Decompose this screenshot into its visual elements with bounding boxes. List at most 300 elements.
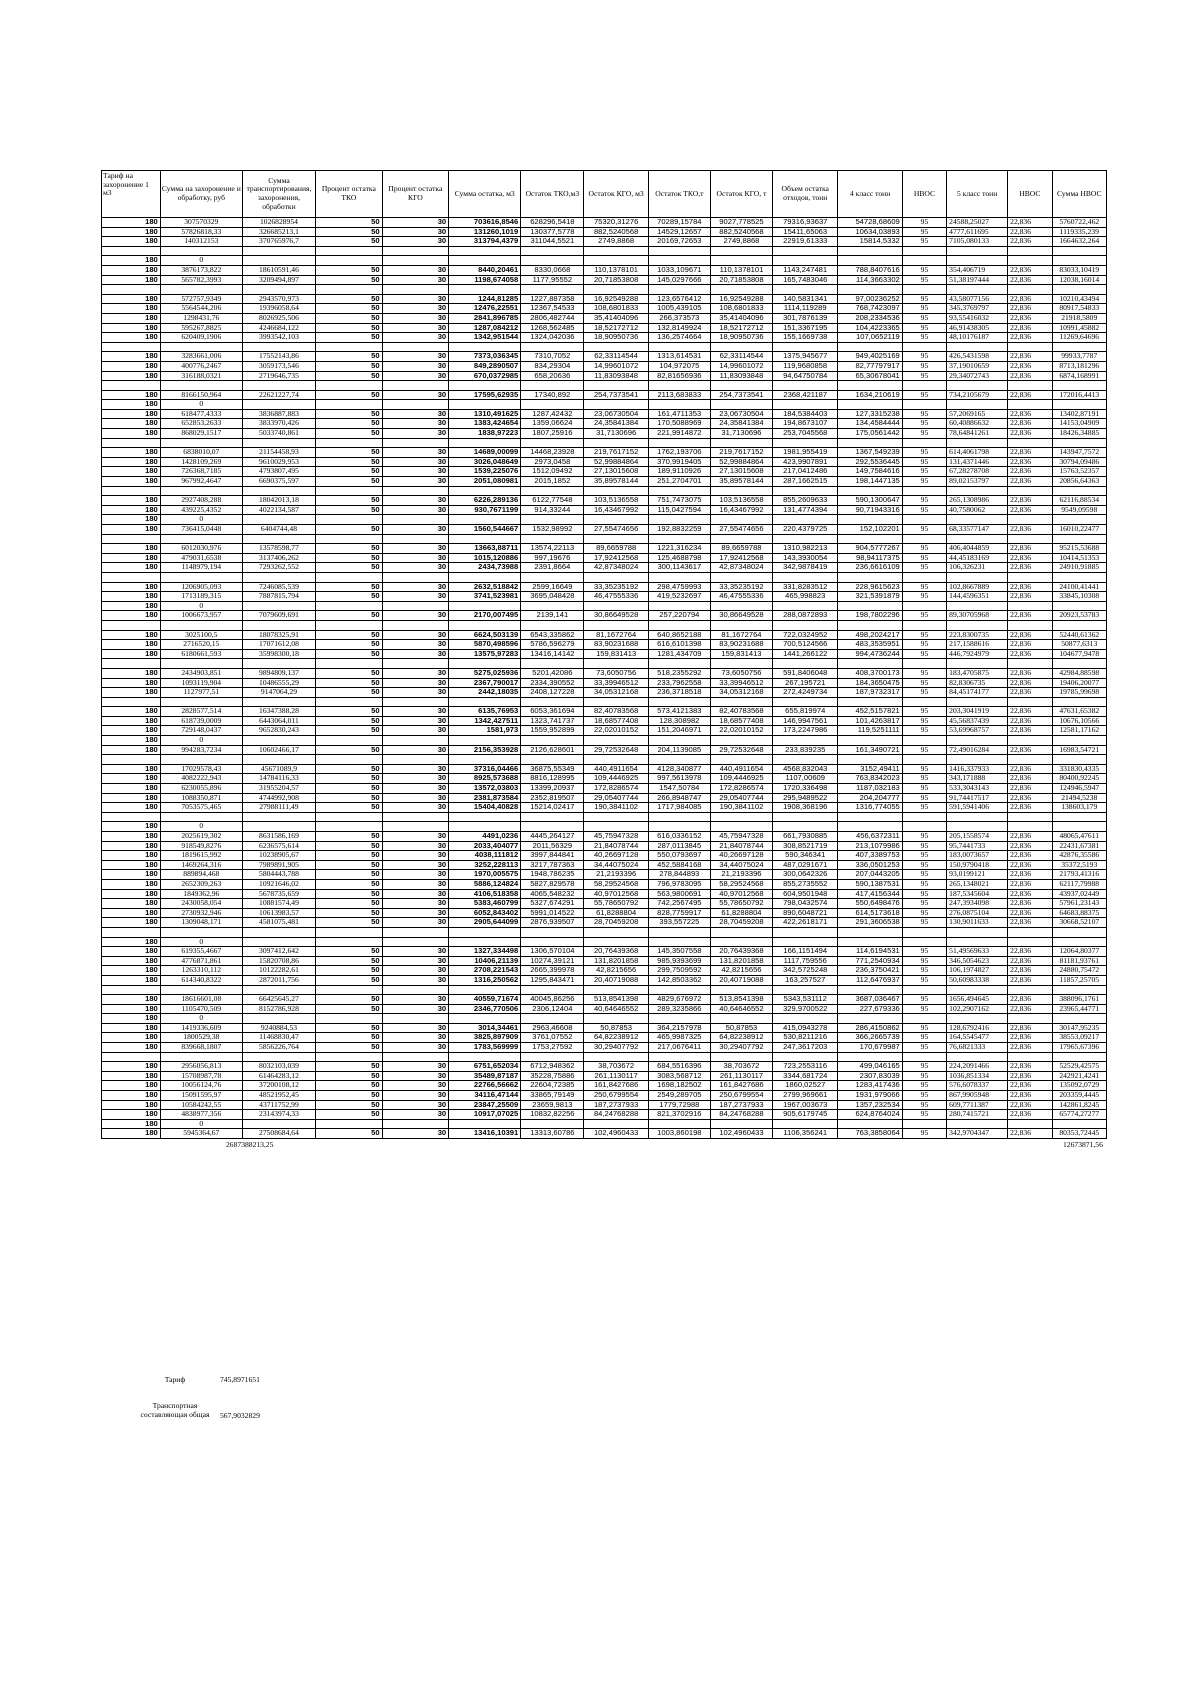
cell-nvos-4: 95 — [902, 879, 946, 889]
cell-pct-tko: 50 — [316, 1004, 383, 1014]
cell-rem-kgo-m3: 20,76439368 — [584, 947, 648, 957]
cell-class5: 354,406719 — [947, 265, 1008, 275]
cell-sum-nvos: 50877,6313 — [1052, 640, 1107, 650]
cell-remainder-volume: 4568,832043 — [773, 764, 838, 774]
cell-class5: 1036,851334 — [947, 1071, 1008, 1081]
cell-rem-kgo-t — [710, 620, 772, 630]
cell-class5: 45,56837439 — [947, 716, 1008, 726]
cell-remainder-volume: 267,195721 — [773, 678, 838, 688]
cell-class5: 342,9704347 — [947, 1129, 1008, 1139]
cell-nvos-4: 95 — [902, 966, 946, 976]
cell-nvos-4: 95 — [902, 1033, 946, 1043]
cell-nvos-4 — [902, 256, 946, 266]
cell-pct-kgo: 30 — [382, 352, 449, 362]
cell-pct-kgo: 30 — [382, 611, 449, 621]
cell-remainder-volume — [773, 736, 838, 746]
cell-sum-remainder — [449, 572, 521, 582]
cell-rem-tko-m3 — [521, 659, 584, 669]
cell-sum-remainder: 7373,036345 — [449, 352, 521, 362]
cell-nvos-5: 22,836 — [1008, 1043, 1052, 1053]
cell-class4: 65,30678041 — [838, 371, 902, 381]
table-row — [102, 313, 1107, 323]
cell-pct-tko — [316, 486, 383, 496]
cell-class4 — [838, 822, 902, 832]
cell-class5 — [947, 601, 1008, 611]
cell-rem-tko-t — [648, 620, 710, 630]
cell-sum-remainder: 1327,334498 — [449, 947, 521, 957]
cell-pct-kgo: 30 — [382, 851, 449, 861]
cell-sum-nvos: 12064,80377 — [1052, 947, 1107, 957]
cell-sum-disposal: 316188,0321 — [160, 371, 242, 381]
cell-pct-kgo — [382, 697, 449, 707]
cell-sum-remainder: 1015,120886 — [449, 553, 521, 563]
cell-nvos-4: 95 — [902, 784, 946, 794]
cell-rem-tko-t: 742,2567495 — [648, 899, 710, 909]
cell-sum-disposal — [160, 342, 242, 352]
cell-sum-nvos: 19785,99698 — [1052, 688, 1107, 698]
cell-rem-kgo-m3: 24,35841384 — [584, 419, 648, 429]
cell-sum-disposal: 572757,9349 — [160, 294, 242, 304]
cell-sum-nvos — [1052, 256, 1107, 266]
cell-rem-kgo-m3: 28,70459208 — [584, 918, 648, 928]
cell-rem-tko-t: 299,7509592 — [648, 966, 710, 976]
cell-class5: 93,55416032 — [947, 313, 1008, 323]
cell-rem-tko-m3 — [521, 755, 584, 765]
cell-class5: 1656,494645 — [947, 995, 1008, 1005]
cell-sum-disposal: 4082222,943 — [160, 774, 242, 784]
cell-tariff: 180 — [102, 409, 161, 419]
cell-nvos-4: 95 — [902, 649, 946, 659]
cell-sum-nvos: 124946,5947 — [1052, 784, 1107, 794]
cell-rem-kgo-t: 62,33114544 — [710, 352, 772, 362]
table-row — [102, 371, 1107, 381]
cell-nvos-4: 95 — [902, 275, 946, 285]
cell-nvos-5: 22,836 — [1008, 707, 1052, 717]
cell-sum-transport: 3209494,897 — [242, 275, 315, 285]
cell-class5 — [947, 812, 1008, 822]
cell-rem-kgo-m3: 42,8215656 — [584, 966, 648, 976]
cell-nvos-4 — [902, 937, 946, 947]
cell-pct-tko: 50 — [316, 918, 383, 928]
cell-pct-kgo: 30 — [382, 649, 449, 659]
cell-sum-nvos: 12038,16014 — [1052, 275, 1107, 285]
cell-sum-nvos: 62117,79988 — [1052, 879, 1107, 889]
cell-class4 — [838, 937, 902, 947]
cell-nvos-4: 95 — [902, 803, 946, 813]
cell-sum-transport — [242, 985, 315, 995]
cell-pct-kgo: 30 — [382, 678, 449, 688]
cell-pct-kgo: 30 — [382, 630, 449, 640]
cell-remainder-volume — [773, 601, 838, 611]
cell-nvos-5: 22,836 — [1008, 832, 1052, 842]
cell-rem-kgo-t: 73,6050756 — [710, 668, 772, 678]
cell-pct-kgo: 30 — [382, 707, 449, 717]
cell-class5: 280,7415721 — [947, 1110, 1008, 1120]
cell-pct-tko: 50 — [316, 1100, 383, 1110]
cell-remainder-volume — [773, 812, 838, 822]
cell-class4: 127,3315238 — [838, 409, 902, 419]
cell-sum-transport: 45671089,9 — [242, 764, 315, 774]
cell-pct-kgo: 30 — [382, 592, 449, 602]
cell-rem-tko-m3: 1512,09492 — [521, 467, 584, 477]
cell-sum-nvos: 8713,181296 — [1052, 361, 1107, 371]
cell-sum-transport: 18610591,46 — [242, 265, 315, 275]
cell-pct-kgo: 30 — [382, 237, 449, 247]
cell-tariff: 180 — [102, 592, 161, 602]
cell-rem-kgo-m3: 20,40719088 — [584, 975, 648, 985]
cell-rem-kgo-t: 103,5136558 — [710, 496, 772, 506]
cell-nvos-5: 22,836 — [1008, 1004, 1052, 1014]
cell-sum-remainder: 2434,73988 — [449, 563, 521, 573]
cell-pct-kgo — [382, 620, 449, 630]
cell-rem-tko-t: 298,4759993 — [648, 582, 710, 592]
cell-nvos-5 — [1008, 1014, 1052, 1024]
cell-class5: 183,0073657 — [947, 851, 1008, 861]
cell-nvos-5: 22,836 — [1008, 611, 1052, 621]
cell-pct-kgo: 30 — [382, 793, 449, 803]
cell-sum-nvos: 24100,41441 — [1052, 582, 1107, 592]
cell-sum-remainder: 1244,81285 — [449, 294, 521, 304]
cell-rem-kgo-t: 190,3841102 — [710, 803, 772, 813]
cell-pct-tko: 50 — [316, 995, 383, 1005]
cell-sum-transport: 10921646,02 — [242, 879, 315, 889]
cell-rem-tko-m3: 22604,72385 — [521, 1081, 584, 1091]
cell-class4 — [838, 534, 902, 544]
cell-rem-kgo-m3 — [584, 381, 648, 391]
cell-sum-transport: 27508684,64 — [242, 1129, 315, 1139]
cell-nvos-5: 22,836 — [1008, 390, 1052, 400]
cell-sum-remainder — [449, 620, 521, 630]
cell-sum-transport — [242, 1119, 315, 1129]
cell-nvos-4: 95 — [902, 1062, 946, 1072]
cell-sum-disposal — [160, 1052, 242, 1062]
cell-rem-kgo-t — [710, 659, 772, 669]
cell-rem-tko-m3: 2665,399978 — [521, 966, 584, 976]
cell-sum-remainder: 4038,111812 — [449, 851, 521, 861]
cell-pct-kgo: 30 — [382, 832, 449, 842]
cell-sum-nvos: 30668,52107 — [1052, 918, 1107, 928]
cell-pct-tko: 50 — [316, 237, 383, 247]
cell-sum-remainder: 1287,084212 — [449, 323, 521, 333]
total-transport-sum: 2687388213,25 — [226, 1140, 274, 1149]
cell-sum-disposal: 2430058,054 — [160, 899, 242, 909]
cell-sum-remainder: 930,7671199 — [449, 505, 521, 515]
cell-rem-tko-m3: 914,33244 — [521, 505, 584, 515]
cell-rem-kgo-t: 18,52172712 — [710, 323, 772, 333]
cell-rem-kgo-t: 30,86649528 — [710, 611, 772, 621]
cell-rem-tko-m3: 1532,98992 — [521, 525, 584, 535]
cell-rem-tko-t: 233,7962558 — [648, 678, 710, 688]
cell-sum-nvos: 48065,47611 — [1052, 832, 1107, 842]
cell-sum-nvos: 104677,9478 — [1052, 649, 1107, 659]
cell-tariff: 180 — [102, 649, 161, 659]
blank-row — [102, 659, 1107, 669]
cell-sum-transport: 9147064,29 — [242, 688, 315, 698]
cell-sum-transport — [242, 937, 315, 947]
cell-sum-disposal: 1849362,96 — [160, 889, 242, 899]
cell-sum-transport: 48521952,45 — [242, 1091, 315, 1101]
cell-rem-tko-m3 — [521, 515, 584, 525]
cell-pct-tko: 50 — [316, 745, 383, 755]
cell-sum-transport: 35998300,18 — [242, 649, 315, 659]
cell-rem-kgo-m3: 108,6801833 — [584, 304, 648, 314]
cell-class4: 763,8342023 — [838, 774, 902, 784]
cell-remainder-volume: 287,1662515 — [773, 477, 838, 487]
cell-pct-tko: 50 — [316, 1081, 383, 1091]
table-row — [102, 707, 1107, 717]
cell-pct-tko: 50 — [316, 726, 383, 736]
cell-nvos-5 — [1008, 822, 1052, 832]
cell-rem-kgo-m3: 34,44075024 — [584, 860, 648, 870]
cell-rem-kgo-t: 38,703672 — [710, 1062, 772, 1072]
cell-pct-tko — [316, 620, 383, 630]
cell-class4: 54728,68609 — [838, 218, 902, 228]
cell-nvos-4: 95 — [902, 227, 946, 237]
cell-rem-tko-m3: 1807,25916 — [521, 429, 584, 439]
cell-remainder-volume — [773, 659, 838, 669]
cell-nvos-4: 95 — [902, 457, 946, 467]
cell-nvos-4: 95 — [902, 304, 946, 314]
cell-rem-kgo-m3: 161,8427686 — [584, 1081, 648, 1091]
cell-sum-remainder — [449, 1052, 521, 1062]
cell-sum-remainder: 4106,518358 — [449, 889, 521, 899]
cell-nvos-4: 95 — [902, 371, 946, 381]
cell-remainder-volume: 163,257527 — [773, 975, 838, 985]
cell-sum-nvos — [1052, 822, 1107, 832]
cell-rem-kgo-t: 24,35841384 — [710, 419, 772, 429]
cell-nvos-4: 95 — [902, 726, 946, 736]
cell-nvos-4: 95 — [902, 333, 946, 343]
cell-rem-tko-t: 82,81656936 — [648, 371, 710, 381]
cell-sum-nvos: 6874,168991 — [1052, 371, 1107, 381]
cell-rem-kgo-t: 219,7617152 — [710, 448, 772, 458]
cell-remainder-volume — [773, 937, 838, 947]
cell-remainder-volume: 1143,247481 — [773, 265, 838, 275]
cell-rem-tko-t: 2113,683833 — [648, 390, 710, 400]
cell-pct-kgo — [382, 246, 449, 256]
cell-sum-nvos — [1052, 515, 1107, 525]
cell-remainder-volume: 331,8283512 — [773, 582, 838, 592]
cell-pct-tko: 50 — [316, 1062, 383, 1072]
cell-nvos-4: 95 — [902, 832, 946, 842]
cell-sum-transport: 18078325,91 — [242, 630, 315, 640]
cell-tariff: 180 — [102, 275, 161, 285]
blank-row — [102, 755, 1107, 765]
cell-rem-tko-t: 828,7759917 — [648, 908, 710, 918]
cell-sum-remainder — [449, 985, 521, 995]
cell-sum-disposal: 1105470,509 — [160, 1004, 242, 1014]
cell-pct-tko — [316, 438, 383, 448]
cell-nvos-4: 95 — [902, 889, 946, 899]
cell-remainder-volume: 301,7876139 — [773, 313, 838, 323]
blank-row — [102, 342, 1107, 352]
table-row — [102, 1119, 1107, 1129]
cell-class5: 60,40886632 — [947, 419, 1008, 429]
cell-pct-kgo — [382, 256, 449, 266]
table-row — [102, 227, 1107, 237]
blank-row — [102, 985, 1107, 995]
cell-sum-transport — [242, 246, 315, 256]
cell-sum-remainder: 1560,544667 — [449, 525, 521, 535]
cell-pct-tko: 50 — [316, 371, 383, 381]
cell-remainder-volume — [773, 1052, 838, 1062]
cell-nvos-5: 22,836 — [1008, 899, 1052, 909]
cell-sum-remainder: 13663,88711 — [449, 544, 521, 554]
cell-class4: 236,6616109 — [838, 563, 902, 573]
cell-rem-kgo-m3: 83,90231688 — [584, 640, 648, 650]
cell-rem-kgo-t: 35,89578144 — [710, 477, 772, 487]
cell-pct-kgo — [382, 927, 449, 937]
header-sum-nvos: Сумма НВОС — [1052, 171, 1107, 218]
cell-rem-tko-t — [648, 755, 710, 765]
cell-sum-disposal: 729148,0437 — [160, 726, 242, 736]
cell-nvos-4: 95 — [902, 918, 946, 928]
cell-sum-disposal: 1127977,51 — [160, 688, 242, 698]
table-row — [102, 1100, 1107, 1110]
cell-class4: 175,0561442 — [838, 429, 902, 439]
cell-class4: 119,5251111 — [838, 726, 902, 736]
cell-class4 — [838, 736, 902, 746]
cell-rem-tko-t: 751,7473075 — [648, 496, 710, 506]
cell-rem-tko-t — [648, 256, 710, 266]
blank-row — [102, 486, 1107, 496]
cell-nvos-5: 22,836 — [1008, 764, 1052, 774]
cell-class4: 15814,5332 — [838, 237, 902, 247]
cell-tariff: 180 — [102, 1033, 161, 1043]
cell-rem-tko-m3: 5991,014522 — [521, 908, 584, 918]
cell-rem-kgo-t: 20,40719088 — [710, 975, 772, 985]
cell-sum-disposal: 10584242,55 — [160, 1100, 242, 1110]
cell-tariff: 180 — [102, 908, 161, 918]
cell-rem-kgo-t: 45,75947328 — [710, 832, 772, 842]
cell-sum-transport: 2719646,735 — [242, 371, 315, 381]
cell-sum-transport: 10486555,29 — [242, 678, 315, 688]
cell-pct-kgo: 30 — [382, 419, 449, 429]
cell-nvos-4: 95 — [902, 409, 946, 419]
cell-sum-remainder: 2381,873584 — [449, 793, 521, 803]
cell-nvos-5 — [1008, 342, 1052, 352]
cell-nvos-4: 95 — [902, 361, 946, 371]
cell-pct-kgo: 30 — [382, 688, 449, 698]
cell-pct-tko: 50 — [316, 1023, 383, 1033]
cell-rem-tko-m3: 5327,674291 — [521, 899, 584, 909]
cell-nvos-5 — [1008, 572, 1052, 582]
cell-sum-disposal — [160, 620, 242, 630]
cell-sum-transport: 4744992,908 — [242, 793, 315, 803]
cell-sum-disposal — [160, 812, 242, 822]
cell-sum-remainder: 5870,498596 — [449, 640, 521, 650]
cell-rem-tko-t: 616,0336152 — [648, 832, 710, 842]
table-row — [102, 764, 1107, 774]
cell-pct-kgo — [382, 659, 449, 669]
cell-rem-kgo-m3: 18,52172712 — [584, 323, 648, 333]
cell-class5: 84,45174177 — [947, 688, 1008, 698]
cell-class5: 72,49016284 — [947, 745, 1008, 755]
cell-sum-transport: 31955204,57 — [242, 784, 315, 794]
table-row — [102, 803, 1107, 813]
cell-class4: 207,0443205 — [838, 870, 902, 880]
cell-class4: 112,6476937 — [838, 975, 902, 985]
cell-pct-tko: 50 — [316, 956, 383, 966]
cell-nvos-4 — [902, 1052, 946, 1062]
cell-sum-remainder — [449, 927, 521, 937]
cell-class4: 483,3535951 — [838, 640, 902, 650]
cell-sum-remainder: 13416,10391 — [449, 1129, 521, 1139]
cell-remainder-volume: 15411,65063 — [773, 227, 838, 237]
cell-sum-remainder: 1342,427511 — [449, 716, 521, 726]
cell-nvos-5: 22,836 — [1008, 879, 1052, 889]
cell-tariff: 180 — [102, 1081, 161, 1091]
cell-rem-tko-m3 — [521, 697, 584, 707]
cell-class5: 57,2069165 — [947, 409, 1008, 419]
cell-nvos-5 — [1008, 1119, 1052, 1129]
cell-class4 — [838, 1119, 902, 1129]
cell-pct-kgo: 30 — [382, 477, 449, 487]
cell-sum-disposal — [160, 697, 242, 707]
cell-rem-kgo-t: 34,05312168 — [710, 688, 772, 698]
cell-rem-kgo-m3 — [584, 601, 648, 611]
cell-pct-kgo: 30 — [382, 505, 449, 515]
cell-pct-tko: 50 — [316, 879, 383, 889]
cell-tariff: 180 — [102, 313, 161, 323]
cell-tariff: 180 — [102, 736, 161, 746]
cell-rem-kgo-t — [710, 438, 772, 448]
cell-nvos-5: 22,836 — [1008, 1110, 1052, 1120]
cell-class4: 152,102201 — [838, 525, 902, 535]
cell-tariff: 180 — [102, 611, 161, 621]
cell-class5 — [947, 515, 1008, 525]
cell-rem-kgo-t: 31,7130696 — [710, 429, 772, 439]
cell-pct-tko — [316, 1052, 383, 1062]
cell-pct-tko: 50 — [316, 218, 383, 228]
cell-rem-tko-t: 136,2574664 — [648, 333, 710, 343]
cell-remainder-volume: 131,4774394 — [773, 505, 838, 515]
cell-pct-tko: 50 — [316, 889, 383, 899]
cell-rem-kgo-t: 250,6799554 — [710, 1091, 772, 1101]
cell-sum-transport: 37200108,12 — [242, 1081, 315, 1091]
cell-rem-kgo-t: 83,90231688 — [710, 640, 772, 650]
cell-class5 — [947, 246, 1008, 256]
cell-sum-remainder: 703616,8546 — [449, 218, 521, 228]
cell-rem-kgo-m3: 89,6659788 — [584, 544, 648, 554]
cell-nvos-4: 95 — [902, 218, 946, 228]
cell-sum-disposal: 1309048,171 — [160, 918, 242, 928]
cell-class4: 768,7423097 — [838, 304, 902, 314]
cell-tariff: 180 — [102, 496, 161, 506]
cell-sum-disposal: 2927408,288 — [160, 496, 242, 506]
total-nvos-sum: 12673871,56 — [1063, 1140, 1103, 1149]
cell-nvos-5 — [1008, 285, 1052, 295]
cell-pct-kgo: 30 — [382, 803, 449, 813]
cell-rem-kgo-m3 — [584, 246, 648, 256]
cell-pct-tko: 50 — [316, 1043, 383, 1053]
cell-rem-tko-t: 1547,50784 — [648, 784, 710, 794]
cell-pct-tko: 50 — [316, 1033, 383, 1043]
cell-class5: 265,1348021 — [947, 879, 1008, 889]
cell-nvos-5: 22,836 — [1008, 429, 1052, 439]
cell-class4: 614,5173618 — [838, 908, 902, 918]
table-row — [102, 525, 1107, 535]
cell-tariff: 180 — [102, 1100, 161, 1110]
cell-rem-tko-t: 3083,568712 — [648, 1071, 710, 1081]
cell-pct-tko: 50 — [316, 525, 383, 535]
cell-sum-nvos: 21494,5238 — [1052, 793, 1107, 803]
cell-rem-kgo-t — [710, 697, 772, 707]
cell-class4: 104,4223365 — [838, 323, 902, 333]
cell-rem-tko-t: 985,9393699 — [648, 956, 710, 966]
cell-nvos-4: 95 — [902, 448, 946, 458]
cell-nvos-5 — [1008, 515, 1052, 525]
